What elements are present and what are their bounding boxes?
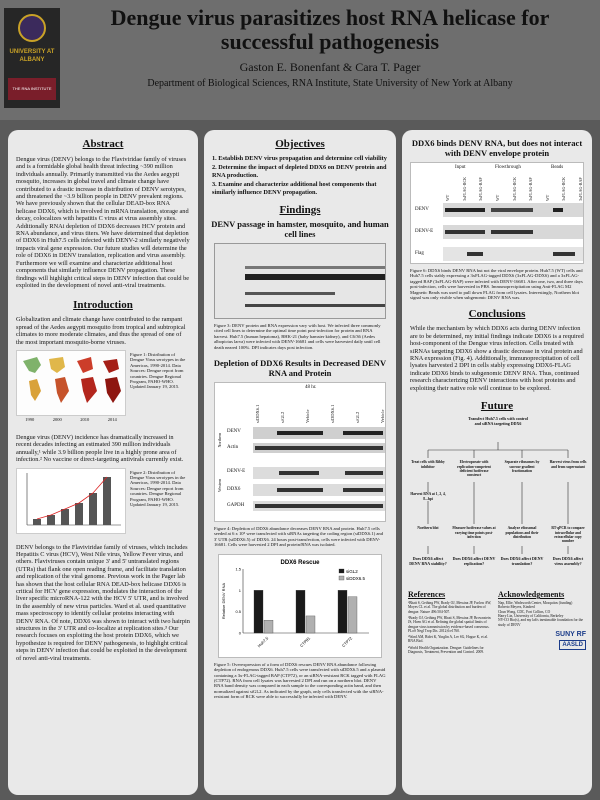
ack-item: Chun Wong, CDC, Fort Collins, CO bbox=[498, 609, 551, 614]
blot-time-label: 48 hr. bbox=[305, 385, 317, 391]
flow-node: Northern blot bbox=[408, 526, 448, 530]
blot-row-label: GAPDH bbox=[227, 503, 245, 509]
poster-affiliation: Department of Biological Sciences, RNA Institute, State University of New York at Albany bbox=[147, 78, 513, 89]
y-tick-label: 1.5 bbox=[235, 566, 241, 572]
map-year: 2010 bbox=[80, 416, 90, 422]
incidence-chart-figure bbox=[16, 468, 126, 534]
rescue-chart-svg bbox=[219, 555, 381, 657]
map-illustration bbox=[17, 351, 125, 415]
figure-6-blot bbox=[410, 162, 584, 264]
objectives-heading: Objectives bbox=[275, 138, 325, 150]
legend-label: siDDX6.5 bbox=[346, 575, 366, 581]
fig6-lane: 3xFLAG-BAP bbox=[528, 177, 534, 201]
blot-group-western: Western bbox=[217, 479, 222, 493]
figure-3-caption: Figure 3: DENV protein and RNA expression vary with host. We infected three commonly cited cell lines to determine the optimal time point post-infection for protein and RNA harvest. Huh7.5 (human hepatoma), BHK-21 (baby hamster kidney), and C6/36 (Aedes albopictus larva) were infected with DENV-16681 and cells were harvested daily until cell death neared 100%. DPI indicates days post infection. bbox=[214, 323, 381, 350]
incidence-bars bbox=[17, 469, 125, 533]
ddx6-rescue-chart bbox=[218, 554, 382, 658]
flow-node: RT-qPCR to compare intracellular and extracellular copy number bbox=[548, 526, 588, 544]
blot-lane: siGL2 bbox=[280, 411, 285, 424]
bar-siDDX6.5 bbox=[348, 596, 357, 632]
abstract-text: Dengue virus (DENV) belongs to the Flaviviridae family of viruses and is a formidable global health threat infecting ~390 million individuals annually. Primarily transmitted via the Aedes aegypti mosquito, increases in global travel and climate change have contributed to a drastic increase in distribution of DENV serotypes, and threatened the ~3.9 billion people in DENV prevalent regions. We have previously shown that the cellular DEAD-box RNA helicase DDX6, which is involved in mRNA translation, storage and decay, colocalizes with hepatitis C virus at virus assembly sites. Additionally RNAi depletion of DDX6 decreases HCV protein and RNA abundance, and virus titers. We have determined that depletion of DDX6 in Huh7.5 cells infected with DENV-2 similarly negatively impacts viral gene expression. Our future studies will determine the role of DDX6 in DENV translation, replication and virus assembly. Furthermore we will examine and characterize additional host components that similarly influence DENV propagation. These findings will highlight critical steps in DENV infection that could be exploited in the development of novel anti-viral treatments. bbox=[16, 156, 190, 289]
map-year: 2014 bbox=[107, 416, 117, 422]
reference-item: ²Brady OJ, Gething PW, Bhatt S, Messina JP, Brownstein JS, Hoen AG et al. Refining the global spatial limits of dengue virus transmission by evidence-based consensus. PLoS Negl Trop Dis. 2012;6:e1760. bbox=[408, 615, 491, 633]
x-tick-label: CTP72 bbox=[340, 635, 354, 648]
university-logo bbox=[4, 8, 60, 108]
depletion-heading: Depletion of DDX6 Results in Decreased DENV RNA and Protein bbox=[213, 358, 387, 379]
x-tick-label: CTP81 bbox=[298, 635, 312, 648]
y-tick-label: 1 bbox=[238, 587, 241, 593]
map-year: 1990 bbox=[25, 416, 35, 422]
university-seal-icon bbox=[18, 14, 46, 42]
poster-title: Dengue virus parasitizes host RNA helicase for successful pathogenesis bbox=[110, 5, 550, 54]
bar-siDDX6.5 bbox=[264, 620, 273, 633]
flow-node: Measure luciferase values at varying time points post-infection bbox=[452, 526, 496, 539]
abstract-heading: Abstract bbox=[82, 138, 124, 150]
bar-siGL2 bbox=[338, 590, 347, 633]
flow-node: Harvest RNA at 1, 2, 4, 8...hpi bbox=[408, 492, 448, 501]
bar-siDDX6.5 bbox=[306, 616, 315, 633]
conclusions-heading: Conclusions bbox=[468, 308, 526, 321]
figure-1-caption: Figure 1: Distribution of Dengue Virus serotypes in the Americas, 1990-2014. Data Sources: Dengue report from countries. Dengue Regional Program, PAHO-WHO. Updated January 19, 2015. bbox=[130, 351, 186, 390]
flow-question: Does DDX6 affect DENV replication? bbox=[452, 556, 496, 567]
blot-lane: Vehicle bbox=[305, 409, 310, 424]
flow-question: Does DDX6 affect DENV translation? bbox=[500, 556, 544, 567]
flow-node: Harvest virus from cells and from supernatant bbox=[549, 460, 587, 469]
legend-label: siGL2 bbox=[346, 568, 358, 574]
figure-3-blot bbox=[214, 243, 386, 319]
ack-item: Nap, Ellie, Wadsworth Center, Mosquitos (funding) bbox=[498, 601, 573, 606]
conclusions-text: While the mechanism by which DDX6 acts during DENV infection are to be determined, my initial findings indicate DDX6 is a required host-component of the Dengue virus infection. Cells treated with siRNAs targeting DDX6 show a drastic decrease in viral protein and RNA expression (Fig. 4). Additionally, immunoprecipitation of cell lysates harvested 2 DPI in cells stably expressing DDX6-FLAG indicate DDX6 binds to subgenomic DENV RNA. Thus, continued research characterizing DENV interactions with host proteins and exploiting their native role will continue to be explored. bbox=[410, 325, 584, 392]
acknowledgements-heading: Acknowledgements bbox=[498, 590, 565, 600]
right-column bbox=[402, 130, 592, 795]
fig6-lane: WT bbox=[544, 194, 550, 201]
y-tick-label: 0.5 bbox=[235, 608, 241, 614]
flow-node: Electroporate with replication-competent deficient luciferase construct bbox=[452, 460, 496, 478]
fig6-lane: 3xFLAG-RCK bbox=[461, 176, 467, 201]
future-flowchart bbox=[408, 416, 586, 584]
figure-5-caption: Figure 5: Overexpression of a form of DDX6 rescues DENV RNA abundance following depletion of endogenous DDX6. Huh7.5 cells were transfected with siDDX6.5 and a plasmid containing a 3x-FLAG-tagged BAP (CTP72), or an siRNA-resistant RCK tagged with FLAG (CTP72). RNA from cell lysates was harvested 2 DPI and run on a northern blot. DENV RNA band density was compared in each sample to the corresponding actin band, and then normalized against siGL2. As indicated by the graph, only cells transfected with the siRNA-resistant form of RCK were able to successfully be infected with DENV. bbox=[214, 661, 386, 700]
intro-text-1: Globalization and climate change have contributed to the rampant spread of the Aedes aegypti mosquito from tropical and subtropical climates to more moderate climates, and thus the spread of one of the most important mosquito-borne viruses. bbox=[16, 316, 186, 346]
fig6-row-label: DENV-E bbox=[415, 229, 434, 234]
acknowledgements-section bbox=[498, 590, 586, 654]
legend-swatch bbox=[339, 569, 344, 573]
fig6-lane: 3xFLAG-BAP bbox=[478, 177, 484, 201]
left-column bbox=[8, 130, 198, 795]
objective-item: 3. Examine and characterize additional host components that similarly influence DENV propagation. bbox=[212, 181, 377, 196]
middle-column bbox=[204, 130, 396, 795]
references-section bbox=[408, 590, 494, 654]
binds-heading: DDX6 binds DENV RNA, but does not interact with DENV envelope protein bbox=[411, 138, 583, 158]
blot-row-label: Actin bbox=[227, 445, 239, 451]
suny-rf-logo: SUNY RF bbox=[555, 630, 586, 638]
fig6-lane: 3xFLAG-RCK bbox=[561, 176, 567, 201]
x-tick-label: Huh7.5 bbox=[256, 635, 270, 648]
objective-item: 2. Determine the impact of depleted DDX6 on DENV protein and RNA production. bbox=[212, 164, 387, 179]
intro-text-3: DENV belongs to the Flaviviridae family of viruses, which includes Hepatitis C virus (HCV), West Nile virus, Yellow Fever virus, and others. Flaviviruses contain unique 3' and 5' untranslated regions (UTRs) that flank one open reading frame, and facilitate translation and replication of the viral genome. Previous work in the Pager lab has shown that the host cellular RNA DEAD-box helicase DDX6 is critical for HCV gene expression, modulates the interaction of the liver specific microRNA-122 with the HCV 5' UTR, and is involved in the assembly of new virus particles. Ward et al. used quantitative mass spectroscopy to identify cellular proteins interacting with DENV RNA. Of note, DDX6 was shown to interact with two hairpin structures in the 3' UTR and co-localize at replication sites.³ Our research focuses on exploiting the host protein DDX6, which we hypothesize is required for DENV pathogenesis, to highlight critical steps in DENV infection that could be exploited in the development of novel anti-viral treatments. bbox=[16, 543, 190, 662]
fig6-row-label: DENV bbox=[415, 207, 429, 212]
figure-4-blot bbox=[214, 382, 386, 522]
findings-heading: Findings bbox=[279, 204, 321, 217]
fig6-lane: WT bbox=[445, 194, 450, 201]
fig6-group: Flowthrough bbox=[495, 165, 521, 170]
objective-item: 1. Establish DENV virus propagation and determine cell viability bbox=[212, 155, 387, 162]
fig6-lane: 3xFLAG-BAP bbox=[578, 177, 583, 201]
flow-question: Does DDX6 affect virus assembly? bbox=[548, 556, 588, 566]
y-tick-label: 0 bbox=[238, 630, 241, 636]
bar-siGL2 bbox=[254, 590, 263, 633]
figure-6-caption: Figure 6: DDX6 binds DENV RNA but not the viral envelope protein. Huh7.5 (WT) cells and Huh7.5 cells stably expressing a 3xFLAG-tagged DDX6 (3xFLAG-DDX6) and a 3xFLAG-tagged BAP (3xFLAG-BAP) were infected with DENV-16681. After one, two, and three days post-infection, cells were harvested in PBS. Immunoprecipitation using Anti-FLAG M2 Magnetic Beads was used to pull down FLAG from cell lysates. Interestingly, Northern blot signal was only visible when subgenomic DENV RNA was. bbox=[410, 268, 583, 301]
bar-siGL2 bbox=[296, 590, 305, 633]
poster-header bbox=[0, 0, 600, 120]
fig6-group: Beads bbox=[551, 165, 564, 170]
blot-row-label: DENV-E bbox=[227, 469, 246, 475]
y-axis-label: Relative DENV RNA bbox=[221, 582, 226, 619]
future-heading: Future bbox=[480, 400, 514, 413]
map-year-labels bbox=[16, 417, 126, 422]
flow-node: Analyze ribosomal populations and their distribution bbox=[500, 526, 544, 539]
intro-text-2: Dengue virus (DENV) incidence has dramatically increased in recent decades infecting an estimated 390 million individuals annually,¹ while 3.9 billion people live in a highly prone area of infection.² No vaccine or direct-targeting antivirals currently exist. bbox=[16, 433, 184, 464]
blot-group-northern: Northern bbox=[217, 433, 222, 448]
blot-row-label: DDX6 bbox=[227, 487, 241, 493]
blot-lane: siGL2 bbox=[355, 411, 360, 424]
passage-heading: DENV passage in hamster, mosquito, and human cell lines bbox=[211, 219, 389, 240]
introduction-heading: Introduction bbox=[73, 299, 133, 312]
reference-item: ³Ward AM, Bidet K, Yinglin A, Ler SG, Hogue K, et al. RNA Biol. bbox=[408, 635, 489, 644]
dengue-map-figure bbox=[16, 350, 126, 416]
reference-item: ⁴World Health Organization. Dengue: Guidelines for Diagnosis, Treatment, Prevention and Control. 2009. bbox=[408, 645, 484, 655]
university-name: UNIVERSITY AT ALBANY bbox=[9, 49, 55, 63]
blot-lane: Vehicle bbox=[380, 409, 385, 424]
flow-question: Does DDX6 affect DENV RNA stability? bbox=[409, 556, 447, 567]
aasld-logo: AASLD bbox=[559, 640, 586, 650]
figure-4-caption: Figure 4: Depletion of DDX6 abundance decreases DENV RNA and protein. Huh7.5 cells seeded at 6 x 10⁵ were transfected with siRNAs targeting the coding region (siDDX6.1) and 3' UTR (siDDX6.5) of DDX6. 24 hours post-transfection, cells were infected with DENV-16681. Cells were harvested 2 DPI and protein/RNA was isolated. bbox=[214, 526, 384, 548]
fig6-lane: 3xFLAG-RCK bbox=[511, 176, 517, 201]
map-year: 2000 bbox=[52, 416, 62, 422]
ack-item: Roberto Meyers, Kindred bbox=[498, 605, 535, 610]
reference-item: ¹Bhatt S, Gething PW, Brady OJ, Messina JP, Farlow AW, Moyes CL et al. The global distribution and burden of dengue. Nature 496:504-507. bbox=[408, 601, 492, 614]
blot-row-label: DENV bbox=[227, 429, 241, 435]
ack-item: Harry Lin, University of California, Berkeley bbox=[498, 613, 564, 618]
fig6-lane-labels bbox=[445, 173, 583, 201]
figure-2-caption: Figure 2: Distribution of Dengue Virus serotypes in the Americas, 1990-2014. Data Sources: Dengue report from countries. Dengue Regional Program, PAHO-WHO. Updated January 19, 2015. bbox=[130, 469, 186, 507]
blot-lane: siDDX6.1 bbox=[255, 404, 260, 424]
blot-lane: siDDX6.1 bbox=[330, 404, 335, 424]
fig6-group: Input bbox=[455, 165, 466, 170]
rna-institute-logo: THE RNA INSTITUTE bbox=[8, 78, 56, 100]
references-heading: References bbox=[408, 590, 446, 600]
footer-sections bbox=[408, 590, 586, 654]
flow-node: Treat cells with Ribby inhibitor bbox=[408, 460, 448, 469]
blot-lane-labels bbox=[255, 393, 385, 423]
ack-item: NY-CO Bio(s), and my lab's inestimable foundation for the study of DENV bbox=[498, 618, 584, 627]
poster-authors: Gaston E. Bonenfant & Cara T. Pager bbox=[239, 60, 421, 74]
flow-node: Separate ribosomes by sucrose gradient fractionation bbox=[500, 460, 544, 473]
legend-swatch bbox=[339, 576, 344, 580]
flow-top-node: Transfect Huh7.5 cells with control and siRNA targeting DDX6 bbox=[468, 416, 528, 427]
fig6-row-label: Flag bbox=[415, 251, 424, 256]
fig6-lane: WT bbox=[494, 194, 500, 201]
objectives-list bbox=[212, 155, 388, 196]
chart-title: DDX6 Rescue bbox=[280, 559, 320, 566]
